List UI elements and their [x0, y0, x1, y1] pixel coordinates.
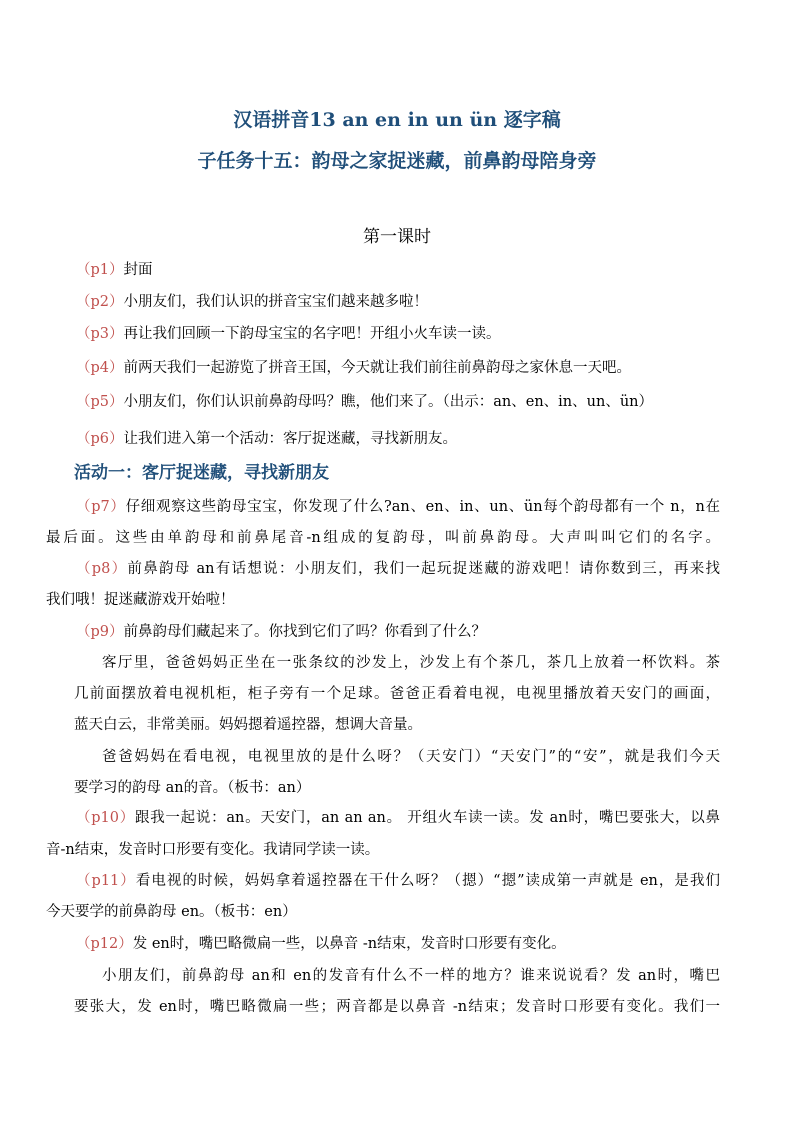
page-marker: （p7）: [76, 499, 126, 515]
line-text: 客厅里，爸爸妈妈正坐在一张条纹的沙发上，沙发上有个茶几，茶几上放着一杯饮料。茶: [102, 655, 720, 671]
line-text: 发 en时，嘴巴略微扁一些，以鼻音 -n结束，发音时口形要有变化。: [132, 936, 566, 952]
line-text: 前鼻韵母们藏起来了。你找到它们了吗？你看到了什么？: [123, 624, 487, 640]
script-line: [74, 778, 310, 798]
script-line: [46, 590, 235, 610]
line-text: 看电视的时候，妈妈拿着遥控器在干什么呀？（摁）“摁”读成第一声就是 en，是我们: [135, 873, 720, 889]
script-line: [74, 997, 720, 1017]
script-line: [76, 559, 720, 579]
script-line: [76, 324, 501, 344]
script-line: [46, 902, 297, 922]
line-text: 蓝天白云，非常美丽。妈妈摁着遥控器，想调大音量。: [74, 717, 422, 733]
document-title: 汉语拼音13 an en in un ün 逐字稿: [233, 109, 561, 131]
line-text: 跟我一起说：an。天安门，an an an。 开组火车读一读。发 an时，嘴巴要张大，以鼻: [134, 810, 721, 826]
line-text: 要张大，发 en时，嘴巴略微扁一些；两音都是以鼻音 -n结束；发音时口形要有变化。我们一: [74, 999, 720, 1015]
script-line: [76, 260, 153, 280]
page-marker: （p1）: [76, 262, 124, 278]
line-text: 音-n结束，发音时口形要有变化。我请同学读一读。: [46, 842, 380, 858]
line-text: 要学习的韵母 an的音。（板书：an）: [74, 780, 311, 796]
line-text: 小朋友们，你们认识前鼻韵母吗？瞧，他们来了。（出示：an、en、in、un、ün）: [123, 394, 653, 410]
page-marker: （p3）: [76, 326, 124, 342]
script-line: [76, 808, 720, 828]
script-line: [76, 871, 720, 891]
page-marker: （p5）: [76, 394, 124, 410]
script-line: [76, 934, 566, 954]
script-line: [102, 747, 720, 767]
line-text: 今天要学的前鼻韵母 en。（板书：en）: [46, 904, 297, 920]
page-marker: （p4）: [76, 360, 124, 376]
page-marker: （p6）: [76, 431, 124, 447]
line-text: 仔细观察这些韵母宝宝，你发现了什么?an、en、in、un、ün每个韵母都有一个 n，n在: [125, 499, 720, 515]
page-marker: （p12）: [76, 936, 133, 952]
script-line: [76, 622, 486, 642]
activity-heading: 活动一：客厅捉迷藏，寻找新朋友: [74, 463, 329, 483]
line-text: 封面: [123, 262, 153, 278]
script-line: [76, 429, 457, 449]
lesson-heading: 第一课时: [363, 227, 431, 247]
script-line: [46, 840, 379, 860]
line-text: 爸爸妈妈在看电视，电视里放的是什么呀？（天安门）“天安门”的“安”，就是我们今天: [102, 749, 720, 765]
page-marker: （p10）: [76, 810, 135, 826]
line-text: 让我们进入第一个活动：客厅捉迷藏，寻找新朋友。: [123, 431, 458, 447]
script-line: [102, 966, 720, 986]
script-line: [76, 358, 631, 378]
script-line: [74, 684, 720, 704]
line-text: 我们哦！捉迷藏游戏开始啦！: [46, 592, 235, 608]
page-marker: （p11）: [76, 873, 136, 889]
script-line: [46, 528, 720, 548]
script-line: [76, 292, 428, 312]
script-line: [76, 392, 653, 412]
line-text: 小朋友们，我们认识的拼音宝宝们越来越多啦！: [123, 294, 429, 310]
line-text: 再让我们回顾一下韵母宝宝的名字吧！开组小火车读一读。: [123, 326, 501, 342]
line-text: 前两天我们一起游览了拼音王国，今天就让我们前往前鼻韵母之家休息一天吧。: [123, 360, 632, 376]
line-text: 小朋友们，前鼻韵母 an和 en的发音有什么不一样的地方？谁来说说看？发 an时，嘴巴: [102, 968, 720, 984]
line-text: 前鼻韵母 an有话想说：小朋友们，我们一起玩捉迷藏的游戏吧！请你数到三，再来找: [127, 561, 720, 577]
script-line: [74, 715, 422, 735]
line-text: 最后面。这些由单韵母和前鼻尾音-n组成的复韵母，叫前鼻韵母。大声叫叫它们的名字。: [46, 530, 720, 546]
page-marker: （p2）: [76, 294, 124, 310]
script-line: [76, 497, 720, 517]
document-subtitle: 子任务十五：韵母之家捉迷藏，前鼻韵母陪身旁: [197, 150, 597, 172]
line-text: 几前面摆放着电视机柜，柜子旁有一个足球。爸爸正看着电视，电视里播放着天安门的画面，: [74, 686, 720, 702]
script-line: [102, 653, 720, 673]
page-marker: （p9）: [76, 624, 124, 640]
page-marker: （p8）: [76, 561, 128, 577]
